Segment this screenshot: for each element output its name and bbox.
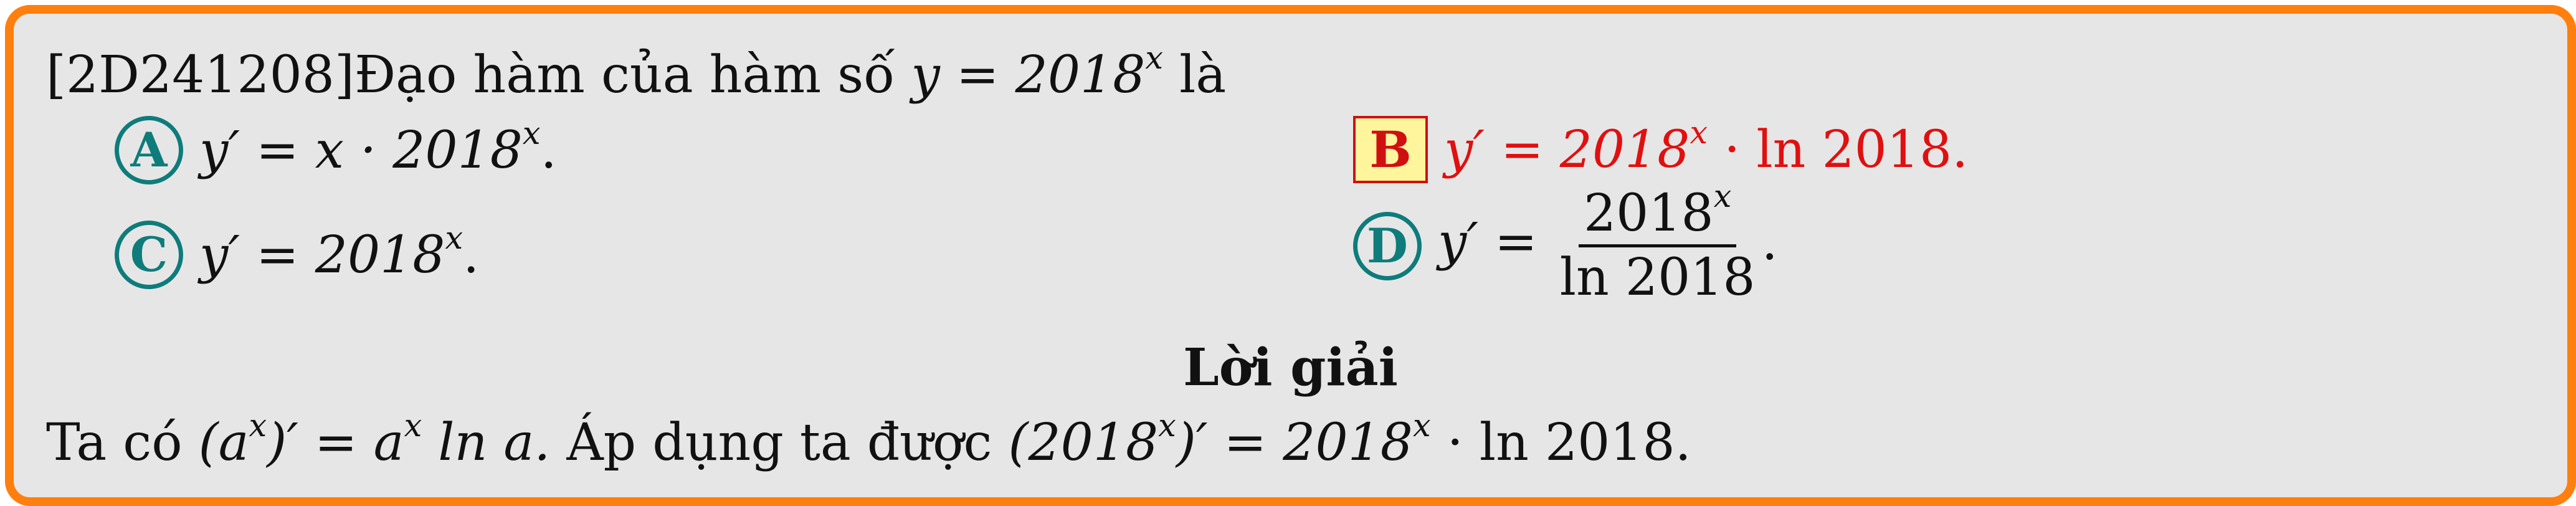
option-d-fraction: [1559, 177, 1756, 307]
question-suffix: là: [1179, 45, 1227, 105]
solution-intro: Ta có: [46, 413, 183, 472]
option-b-expression: $y' = 2018^x \cdot \ln 2018$.: [1444, 113, 1969, 179]
option-d[interactable]: [1353, 177, 1778, 307]
option-b-marker: B: [1353, 116, 1428, 183]
option-a[interactable]: [115, 116, 557, 184]
solution-rule: $(a^x)' = a^x$ ln a.: [198, 406, 551, 472]
option-a-expression: $y' = x \cdot 2018^x$.: [199, 114, 557, 180]
question-code: [2D241208]: [46, 45, 354, 105]
solution-heading: Lời giải: [1183, 338, 1398, 398]
option-d-marker: D: [1353, 212, 1422, 280]
solution-apply: $(2018^x)' = 2018^x \cdot \ln 2018$.: [1008, 406, 1691, 472]
option-c[interactable]: [115, 221, 479, 289]
option-c-marker: C: [115, 221, 183, 289]
question-card: [5, 5, 2576, 506]
option-d-expression: y′ = $\frac{2018^x}{\ln 2018}$ .: [1438, 177, 1778, 307]
question-function: $y = 2018^x$: [911, 39, 1164, 105]
solution-apply-text: Áp dụng ta được: [566, 413, 992, 472]
option-d-denominator: ln 2018: [1559, 248, 1756, 307]
solution-line: [46, 406, 1691, 472]
question-line: [46, 39, 1227, 105]
option-c-expression: y′ = 2018$^x$.: [199, 219, 480, 285]
option-a-marker: A: [115, 116, 183, 184]
question-prompt: Đạo hàm của hàm số: [354, 45, 895, 105]
option-b[interactable]: [1353, 113, 1969, 183]
option-d-numerator: 2018$^x$: [1579, 188, 1736, 247]
